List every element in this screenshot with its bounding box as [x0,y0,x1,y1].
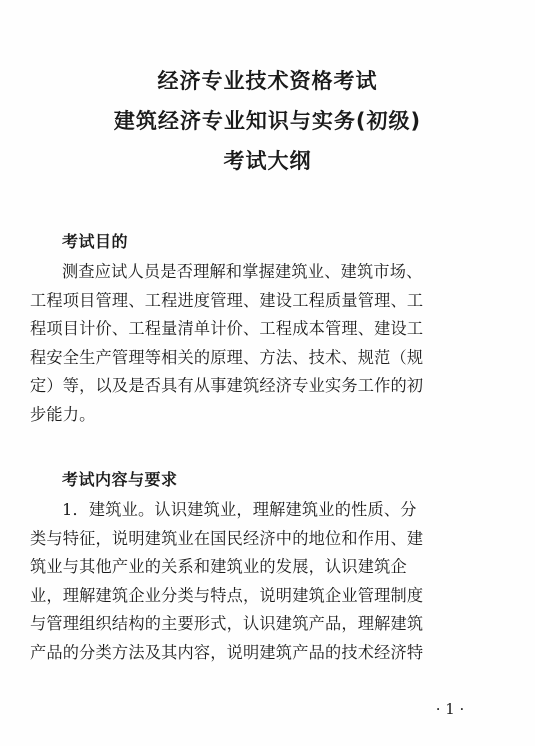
section-heading-content-requirements: 考试内容与要求 [62,470,178,489]
paragraph-line: 业，理解建筑企业分类与特点，说明建筑企业管理制度 [30,585,424,605]
title-line-3: 考试大纲 [223,149,312,173]
paragraph-line: 步能力。 [30,404,96,424]
content-requirements-paragraph [30,496,495,668]
page-number: · 1 · [435,700,465,718]
document-title [0,70,535,190]
paragraph-line: 程安全生产管理等相关的原理、方法、技术、规范（规 [30,347,424,367]
paragraph-line: 产品的分类方法及其内容，说明建筑产品的技术经济特 [30,642,424,662]
paragraph-line: 测查应试人员是否理解和掌握建筑业、建筑市场、 [62,262,423,281]
title-line-2: 建筑经济专业知识与实务(初级) [113,109,422,133]
title-line-1: 经济专业技术资格考试 [157,69,378,93]
exam-purpose-paragraph [30,258,495,430]
paragraph-line: 筑业与其他产业的关系和建筑业的发展，认识建筑企 [30,557,407,577]
paragraph-line: 与管理组织结构的主要形式，认识建筑产品，理解建筑 [30,614,424,634]
paragraph-line: 程项目计价、工程量清单计价、工程成本管理、建设工 [30,319,424,339]
paragraph-line: 1．建筑业。认识建筑业，理解建筑业的性质、分 [62,500,417,519]
paragraph-line: 类与特征，说明建筑业在国民经济中的地位和作用、建 [30,528,424,548]
paragraph-line: 定）等，以及是否具有从事建筑经济专业实务工作的初 [30,376,424,396]
section-heading-exam-purpose: 考试目的 [62,232,129,251]
paragraph-line: 工程项目管理、工程进度管理、建设工程质量管理、工 [30,290,424,310]
